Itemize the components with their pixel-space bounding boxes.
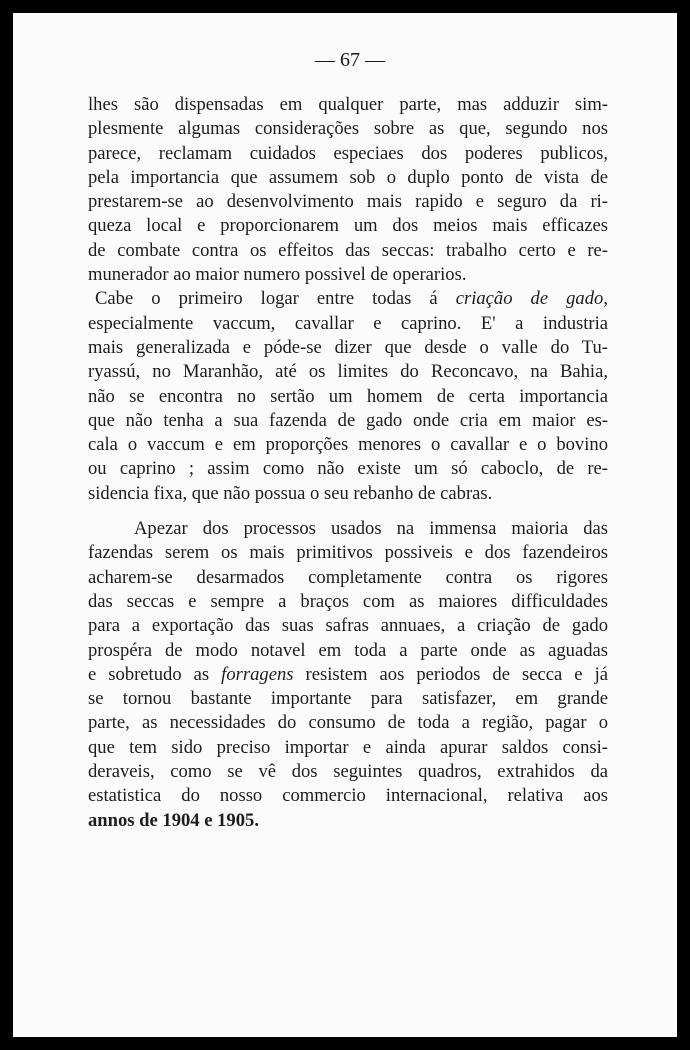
text-line: deraveis, como se vê dos seguintes quadros, extrahidos da [88, 761, 608, 783]
text-line: ryassú, no Maranhão, até os limites do Reconcavo, na Bahia, [88, 361, 608, 383]
text-line: acharem-se desarmados completamente contra os rigores [88, 566, 608, 588]
text-line: de combate contra os effeitos das seccas: trabalho certo e re- [88, 239, 608, 261]
text-line: prospéra de modo notavel em toda a parte onde as aguadas [88, 639, 608, 661]
text-line: munerador ao maior numero possivel de operarios. [88, 264, 467, 286]
text-segment: resistem aos periodos de secca e já [293, 663, 608, 685]
text-segment: Cabe o primeiro logar entre todas á [95, 288, 456, 310]
text-line: queza local e proporcionarem um dos meios mais efficazes [88, 215, 608, 237]
text-line: para a exportação das suas safras annuaes, a criação de gado [88, 615, 608, 637]
text-line: especialmente vaccum, cavallar e caprino. E' a industria [88, 312, 608, 334]
text-line-mixed [88, 287, 608, 311]
text-line: das seccas e sempre a braços com as maiores difficuldades [88, 590, 608, 612]
paragraph-3 [88, 517, 608, 833]
text-line: estatistica do nosso commercio internacional, relativa aos [88, 785, 608, 807]
text-segment: , [603, 288, 608, 310]
emphasis-text: criação de gado [455, 288, 604, 310]
text-line: sidencia fixa, que não possua o seu rebanho de cabras. [88, 482, 493, 504]
text-line: pela importancia que assumem sob o duplo ponto de vista de [88, 166, 608, 188]
document-page [13, 13, 677, 1037]
text-line: parece, reclamam cuidados especiaes dos poderes publicos, [88, 142, 608, 164]
text-line: prestarem-se ao desenvolvimento mais rapido e seguro da ri- [88, 191, 608, 213]
text-line: que não tenha a sua fazenda de gado onde cria em maior es- [88, 409, 608, 431]
body-text [88, 93, 608, 833]
text-line: se tornou bastante importante para satisfazer, em grande [88, 688, 608, 710]
paragraph-2 [88, 287, 608, 506]
text-line-mixed [88, 663, 608, 687]
text-segment: e sobretudo as [88, 663, 222, 685]
text-line: lhes são dispensadas em qualquer parte, mas adduzir sim- [88, 94, 608, 115]
text-line: plesmente algumas considerações sobre as que, segundo nos [88, 118, 608, 140]
emphasis-text: forragens [221, 663, 294, 685]
text-line: fazendas serem os mais primitivos possiveis e dos fazendeiros [88, 542, 608, 564]
text-line: annos de 1904 e 1905. [88, 809, 259, 831]
paragraph-1 [88, 93, 608, 287]
page-number: — 67 — [315, 49, 385, 71]
text-line: ou caprino ; assim como não existe um só caboclo, de re- [88, 458, 608, 480]
paragraph-gap [88, 506, 608, 517]
text-line: parte, as necessidades do consumo de toda a região, pagar o [88, 712, 608, 734]
text-line: Apezar dos processos usados na immensa maioria das [134, 518, 608, 540]
text-line: que tem sido preciso importar e ainda apurar saldos consi- [88, 736, 608, 758]
text-line: não se encontra no sertão um homem de certa importancia [88, 385, 608, 407]
text-line: mais generalizada e póde-se dizer que desde o valle do Tu- [88, 336, 608, 358]
text-line: cala o vaccum e em proporções menores o cavallar e o bovino [88, 434, 608, 456]
